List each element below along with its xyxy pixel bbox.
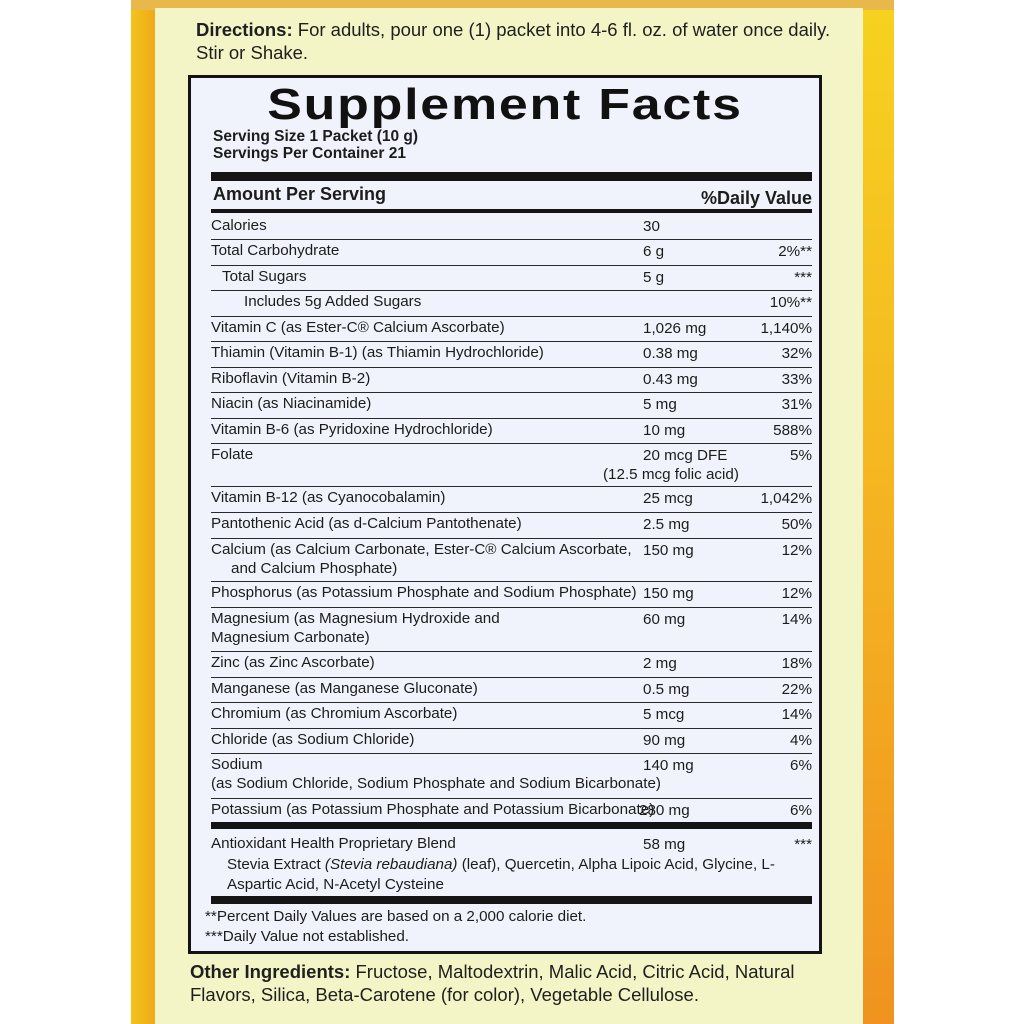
nutrient-name: Folate xyxy=(211,446,254,463)
nutrient-row xyxy=(211,239,812,266)
amount-header xyxy=(213,181,812,209)
blend-ingredients-latin: (Stevia rebaudiana) xyxy=(324,856,458,873)
nutrient-amount: 6 g xyxy=(643,243,665,260)
nutrient-daily-value: 6% xyxy=(790,802,812,819)
nutrient-daily-value: 50% xyxy=(781,516,812,533)
nutrient-daily-value: 5% xyxy=(790,447,812,464)
nutrient-row xyxy=(211,798,812,823)
nutrient-row xyxy=(211,265,812,291)
nutrient-amount: 150 mg xyxy=(643,542,694,559)
box-left-edge xyxy=(131,0,155,1024)
nutrient-amount: 30 xyxy=(643,218,660,235)
nutrient-daily-value: 1,042% xyxy=(760,490,812,507)
nutrient-name: Chromium (as Chromium Ascorbate) xyxy=(211,705,458,722)
nutrient-name-continued: and Calcium Phosphate) xyxy=(231,560,398,577)
nutrient-name: Thiamin (Vitamin B-1) (as Thiamin Hydrochloride) xyxy=(211,344,544,361)
nutrient-name: Pantothenic Acid (as d-Calcium Pantothenate) xyxy=(211,515,522,532)
footnote-dv-not-established: ***Daily Value not established. xyxy=(205,928,410,945)
nutrient-amount: 20 mcg DFE xyxy=(643,447,728,464)
nutrient-name: Manganese (as Manganese Gluconate) xyxy=(211,680,478,697)
nutrient-name: Potassium (as Potassium Phosphate and Potassium Bicarbonate) xyxy=(211,801,655,818)
thick-divider xyxy=(211,172,812,181)
nutrient-row xyxy=(211,607,812,652)
footnote-divider xyxy=(211,896,812,904)
nutrient-amount: 0.43 mg xyxy=(643,371,698,388)
nutrient-amount: 2 mg xyxy=(643,655,677,672)
serving-size: Serving Size 1 Packet (10 g) xyxy=(213,128,419,145)
nutrient-name: Magnesium (as Magnesium Hydroxide and xyxy=(211,610,500,627)
nutrient-daily-value: 22% xyxy=(781,681,812,698)
nutrient-row xyxy=(211,290,812,317)
nutrient-row xyxy=(211,581,812,608)
nutrient-name: Chloride (as Sodium Chloride) xyxy=(211,731,415,748)
nutrient-row xyxy=(211,392,812,419)
nutrient-row xyxy=(211,677,812,703)
nutrient-row xyxy=(211,728,812,754)
serving-info xyxy=(213,128,418,162)
nutrient-row xyxy=(211,486,812,513)
nutrient-row xyxy=(211,316,812,342)
amount-per-serving-label: Amount Per Serving xyxy=(213,184,387,204)
nutrient-amount: 10 mg xyxy=(643,422,686,439)
blend-amount: 58 mg xyxy=(643,836,686,853)
blend-ingredients-prefix: Stevia Extract xyxy=(227,856,325,873)
nutrient-row xyxy=(211,702,812,729)
other-ingredients-label: Other Ingredients: xyxy=(190,961,351,982)
nutrient-amount: 140 mg xyxy=(643,757,694,774)
nutrient-daily-value: *** xyxy=(794,269,812,286)
nutrient-name: Total Carbohydrate xyxy=(211,242,340,259)
nutrient-row xyxy=(211,367,812,393)
other-ingredients-text: Fructose, Maltodextrin, Malic Acid, Citric Acid, Natural Flavors, Silica, Beta-Carotene (for color), Vegetable Cellulose. xyxy=(190,961,795,1005)
nutrient-name: Phosphorus (as Potassium Phosphate and Sodium Phosphate) xyxy=(211,584,637,601)
nutrient-daily-value: 18% xyxy=(781,655,812,672)
nutrient-daily-value: 33% xyxy=(781,371,812,388)
nutrient-amount: 25 mcg xyxy=(643,490,693,507)
nutrient-name: Niacin (as Niacinamide) xyxy=(211,395,372,412)
blend-name: Antioxidant Health Proprietary Blend xyxy=(211,835,456,852)
nutrient-amount: 5 mg xyxy=(643,396,677,413)
supplement-facts-panel xyxy=(188,75,822,954)
nutrient-name: Calories xyxy=(211,217,267,234)
directions-text: For adults, pour one (1) packet into 4-6 fl. oz. of water once daily. Stir or Shake. xyxy=(196,19,831,63)
nutrient-row xyxy=(211,651,812,678)
nutrient-amount: 150 mg xyxy=(643,585,694,602)
nutrient-name: Calcium (as Calcium Carbonate, Ester-C® Calcium Ascorbate, xyxy=(211,541,632,558)
nutrient-amount: 2.5 mg xyxy=(643,516,690,533)
nutrient-row xyxy=(211,443,812,487)
nutrient-amount: 280 mg xyxy=(639,802,690,819)
nutrient-amount: 0.5 mg xyxy=(643,681,690,698)
blend-divider xyxy=(211,822,812,829)
nutrient-daily-value: 31% xyxy=(781,396,812,413)
nutrient-daily-value: 10%** xyxy=(769,294,812,311)
nutrient-daily-value: 6% xyxy=(790,757,812,774)
nutrient-name: Vitamin B-6 (as Pyridoxine Hydrochloride) xyxy=(211,421,493,438)
servings-per-container: Servings Per Container 21 xyxy=(213,145,406,162)
directions-label: Directions: xyxy=(196,19,293,40)
nutrient-name-continued: (as Sodium Chloride, Sodium Phosphate and Sodium Bicarbonate) xyxy=(211,775,661,792)
nutrient-row xyxy=(211,753,812,799)
blend-ingredients xyxy=(227,855,787,895)
blend-dv: *** xyxy=(794,836,812,853)
other-ingredients xyxy=(190,960,830,1006)
box-right-edge xyxy=(862,0,894,1024)
nutrient-name: Zinc (as Zinc Ascorbate) xyxy=(211,654,375,671)
nutrient-daily-value: 2%** xyxy=(778,243,812,260)
nutrient-daily-value: 32% xyxy=(781,345,812,362)
nutrient-amount: 90 mg xyxy=(643,732,686,749)
nutrient-daily-value: 1,140% xyxy=(760,320,812,337)
blend-row xyxy=(211,832,812,852)
nutrient-amount: 5 g xyxy=(643,269,665,286)
nutrient-row xyxy=(211,538,812,582)
nutrient-daily-value: 4% xyxy=(790,732,812,749)
blend-ingredients-suffix: (leaf), Quercetin, Alpha Lipoic Acid, Glycine, L-Aspartic Acid, N-Acetyl Cysteine xyxy=(227,856,775,893)
nutrient-amount-detail: (12.5 mcg folic acid) xyxy=(603,466,739,483)
nutrient-name: Riboflavin (Vitamin B-2) xyxy=(211,370,371,387)
nutrient-name: Vitamin B-12 (as Cyanocobalamin) xyxy=(211,489,446,506)
nutrient-name: Sodium xyxy=(211,756,263,773)
nutrient-daily-value: 12% xyxy=(781,542,812,559)
nutrient-amount: 5 mcg xyxy=(643,706,685,723)
nutrient-amount: 60 mg xyxy=(643,611,686,628)
nutrient-daily-value: 12% xyxy=(781,585,812,602)
nutrient-name-continued: Magnesium Carbonate) xyxy=(211,629,370,646)
header-divider xyxy=(211,209,812,213)
footnote-percent-dv: **Percent Daily Values are based on a 2,000 calorie diet. xyxy=(205,908,587,925)
supplement-facts-title: Supplement Facts xyxy=(267,80,743,129)
daily-value-label: %Daily Value xyxy=(700,188,812,208)
directions xyxy=(196,18,836,64)
nutrient-name: Total Sugars xyxy=(222,268,307,285)
nutrient-name: Includes 5g Added Sugars xyxy=(244,293,422,310)
footnotes xyxy=(205,907,586,947)
nutrient-daily-value: 588% xyxy=(773,422,812,439)
nutrient-amount: 0.38 mg xyxy=(643,345,698,362)
nutrient-row xyxy=(211,418,812,444)
nutrient-row xyxy=(211,341,812,368)
nutrient-daily-value: 14% xyxy=(781,611,812,628)
nutrient-daily-value: 14% xyxy=(781,706,812,723)
nutrient-amount: 1,026 mg xyxy=(643,320,707,337)
nutrient-row xyxy=(211,512,812,539)
nutrient-row xyxy=(211,214,812,240)
nutrient-name: Vitamin C (as Ester-C® Calcium Ascorbate) xyxy=(211,319,505,336)
